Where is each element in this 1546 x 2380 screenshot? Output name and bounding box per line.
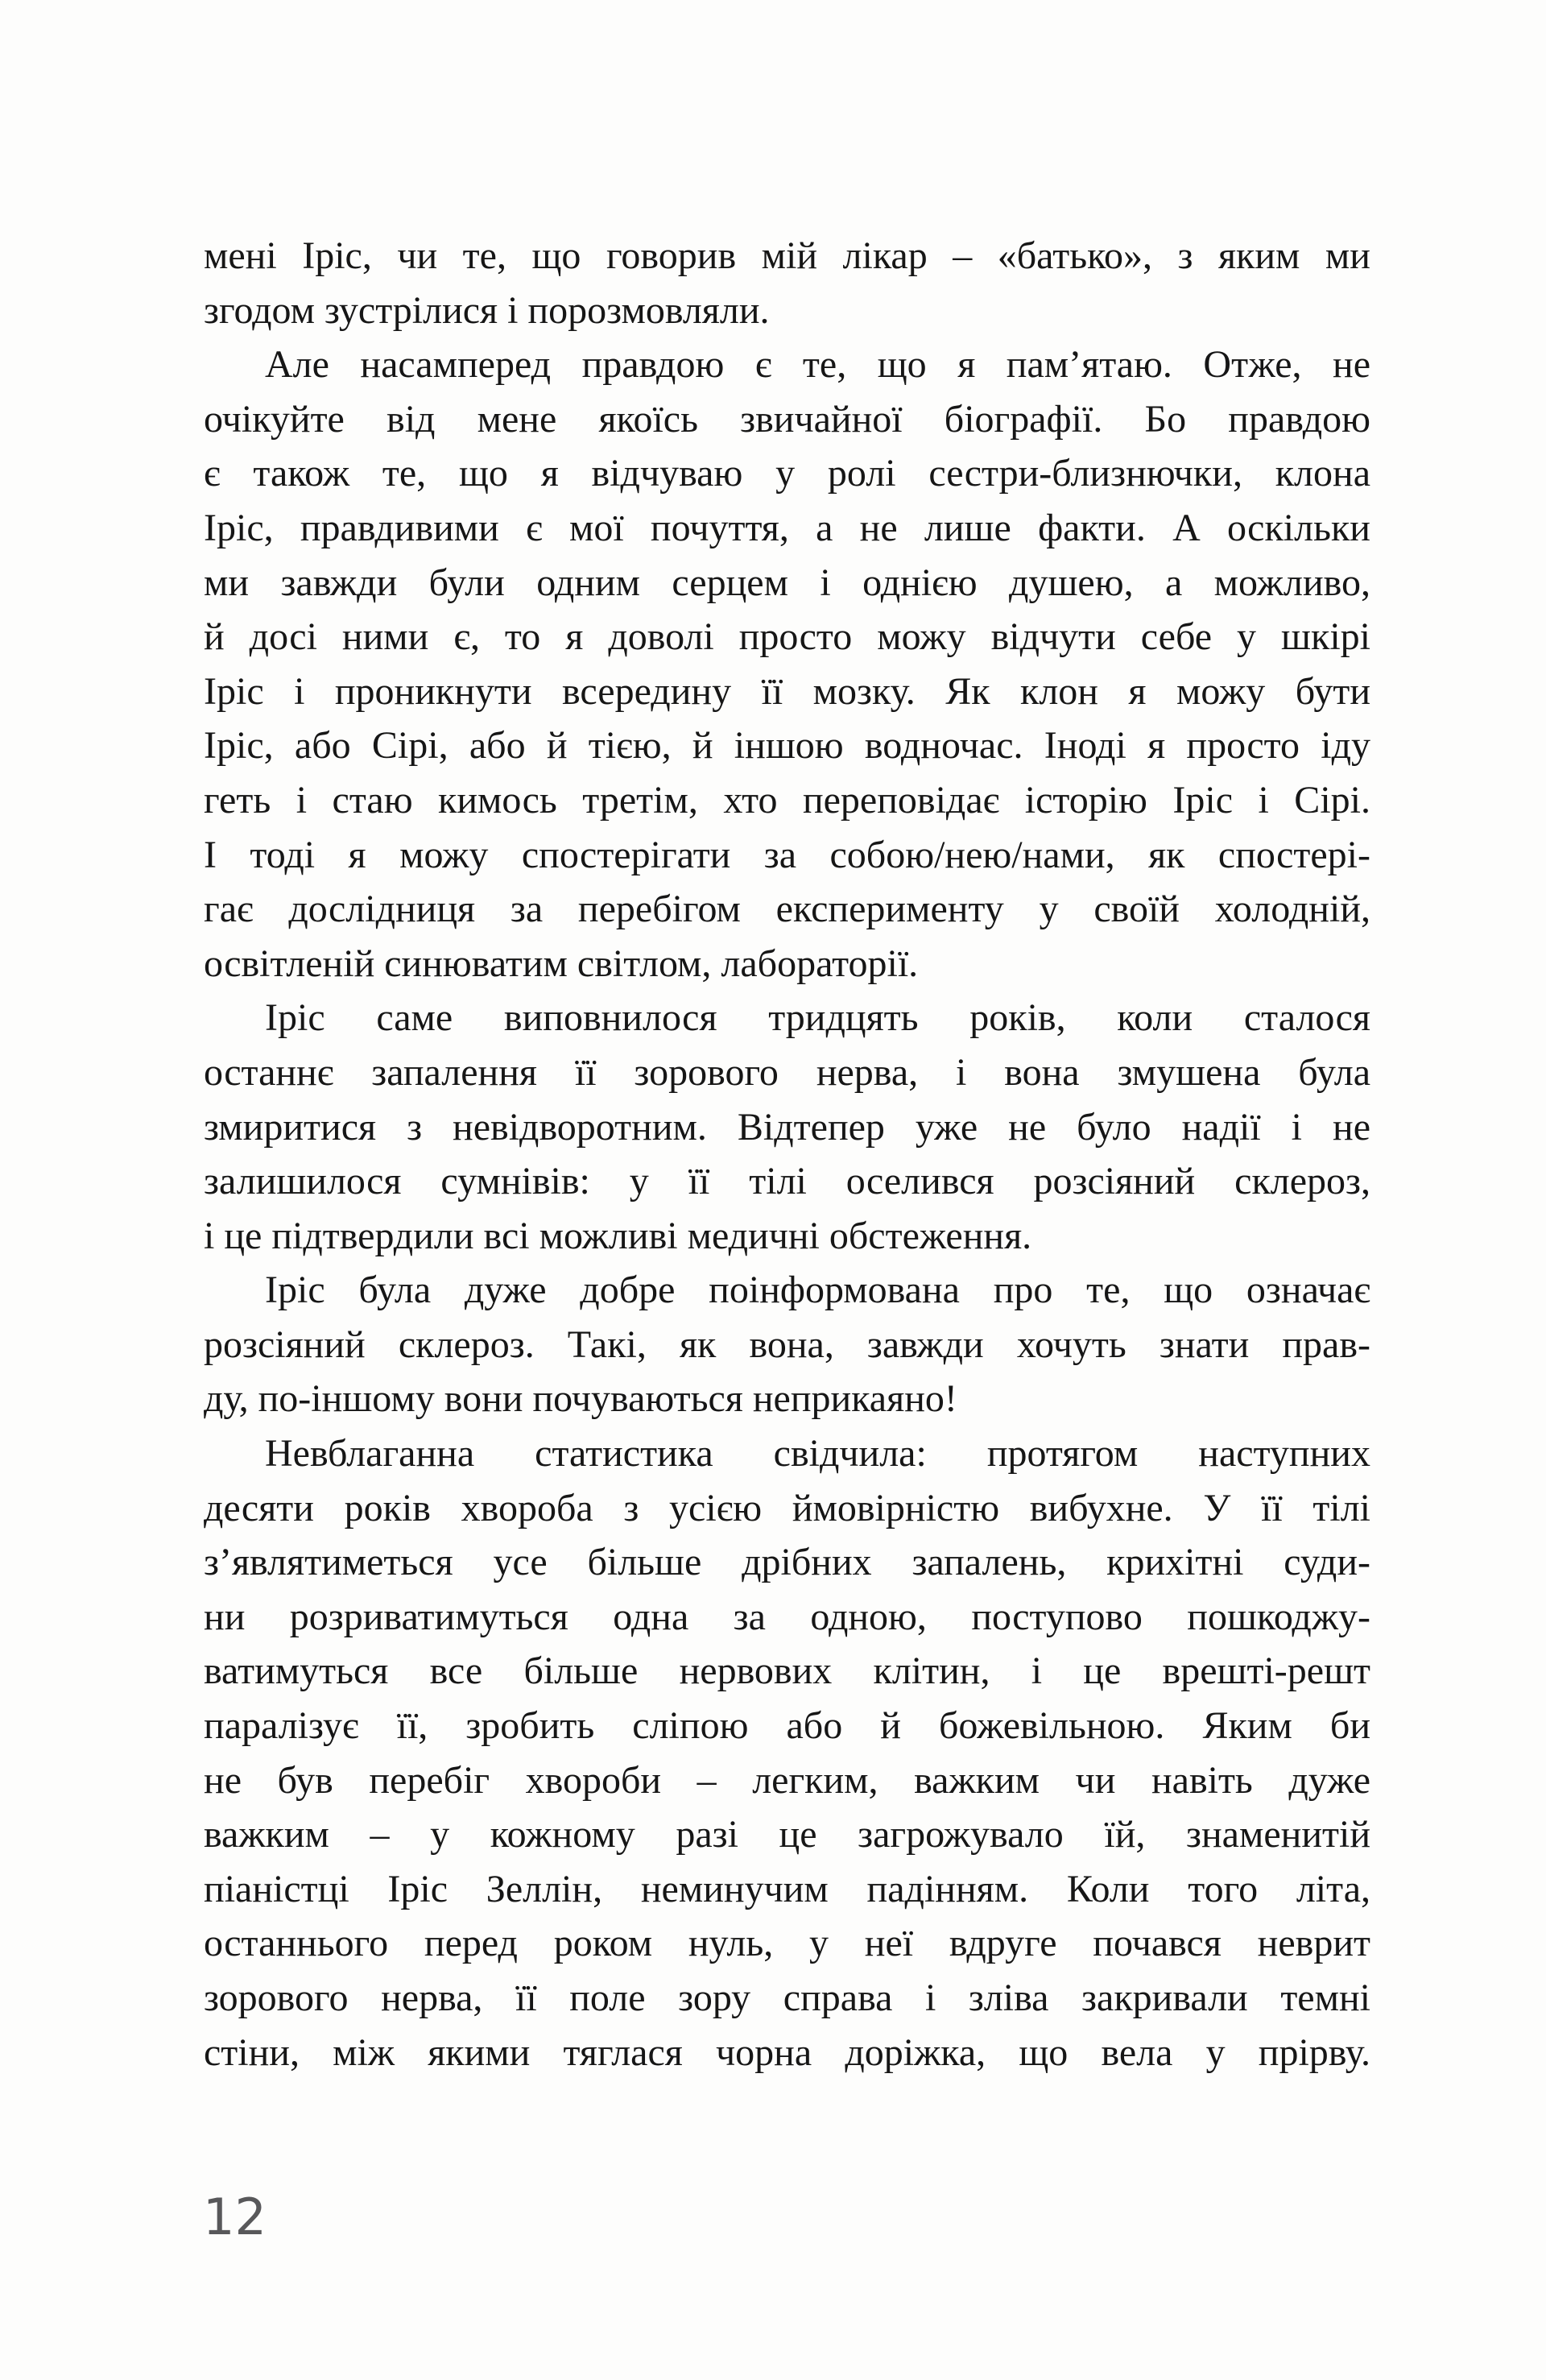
text-line: мені Іріс, чи те, що говорив мій лікар – «батько», з яким ми <box>204 234 1370 277</box>
text-line: паралізує її, зробить сліпою або й божевільною. Яким би <box>204 1704 1370 1748</box>
text-line: й досі ними є, то я доволі просто можу відчути себе у шкірі <box>204 615 1370 659</box>
text-line: ми завжди були одним серцем і однією душею, а можливо, <box>204 561 1370 604</box>
text-line: з’являтиметься усе більше дрібних запалень, крихітні суди- <box>204 1541 1370 1584</box>
text-line: останнє запалення її зорового нерва, і вона змушена була <box>204 1050 1370 1094</box>
text-line: згодом зустрілися і порозмовляли. <box>204 288 770 332</box>
text-line: ватимуться все більше нервових клітин, і це врешті-решт <box>204 1649 1370 1693</box>
text-line: ду, по-іншому вони почуваються неприкаяно! <box>204 1377 957 1421</box>
text-line: і це підтвердили всі можливі медичні обстеження. <box>204 1214 1032 1257</box>
text-line: очікуйте від мене якоїсь звичайної біографії. Бо правдою <box>204 397 1370 441</box>
text-line: зорового нерва, її поле зору справа і зліва закривали темні <box>204 1976 1370 2019</box>
text-line: десяти років хвороба з усією ймовірністю вибухне. У її тілі <box>204 1486 1370 1529</box>
text-line: піаністці Іріс Зеллін, неминучим падінням. Коли того літа, <box>204 1867 1370 1910</box>
text-block <box>204 229 1370 2080</box>
text-line: змиритися з невідворотним. Відтепер уже не було надії і не <box>204 1105 1370 1149</box>
text-line: Іріс, правдивими є мої почуття, а не лише факти. А оскільки <box>204 506 1370 549</box>
text-line: залишилося сумнівів: у її тілі оселився розсіяний склероз, <box>204 1160 1370 1203</box>
text-line: геть і стаю кимось третім, хто переповідає історію Іріс і Сірі. <box>204 778 1370 822</box>
text-line: гає дослідниця за перебігом експерименту у своїй холодній, <box>204 888 1370 931</box>
text-line: Іріс, або Сірі, або й тією, й іншою водночас. Іноді я просто іду <box>204 724 1370 768</box>
text-line: Невблаганна статистика свідчила: протягом наступних <box>265 1432 1370 1476</box>
text-line: стіни, між якими тяглася чорна доріжка, що вела у прірву. <box>204 2030 1370 2074</box>
text-line: Іріс була дуже добре поінформована про те, що означає <box>265 1269 1370 1312</box>
page-number: 12 <box>203 2188 267 2246</box>
text-line: Іріс і проникнути всередину її мозку. Як клон я можу бути <box>204 669 1370 713</box>
text-line: ни розриватимуться одна за одною, поступово пошкоджу- <box>204 1595 1370 1638</box>
text-line: розсіяний склероз. Такі, як вона, завжди хочуть знати прав- <box>204 1322 1370 1366</box>
text-line: не був перебіг хвороби – легким, важким чи навіть дуже <box>204 1758 1370 1802</box>
text-line: важким – у кожному разі це загрожувало їй, знаменитій <box>204 1813 1370 1856</box>
text-line: Але насамперед правдою є те, що я пам’ятаю. Отже, не <box>265 343 1370 387</box>
text-line: Іріс саме виповнилося тридцять років, коли сталося <box>265 996 1370 1040</box>
text-line: є також те, що я відчуваю у ролі сестри-близнючки, клона <box>204 452 1370 495</box>
text-line: І тоді я можу спостерігати за собою/нею/нами, як спостері- <box>204 833 1370 876</box>
text-line: останнього перед роком нуль, у неї вдруге почався неврит <box>204 1922 1370 1965</box>
text-line: освітленій синюватим світлом, лабораторії. <box>204 942 919 985</box>
